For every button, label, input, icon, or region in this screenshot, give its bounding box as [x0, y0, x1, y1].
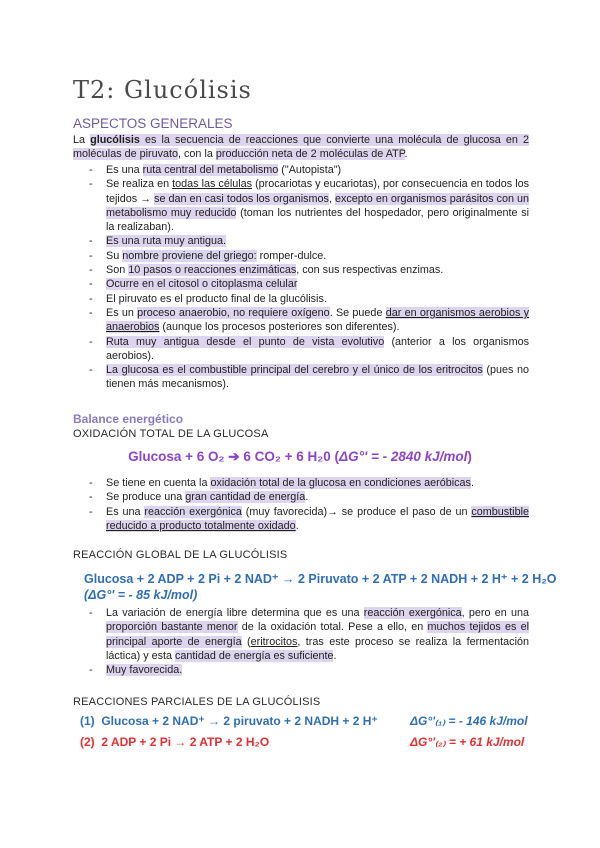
list-item: - Su nombre proviene del griego: romper-dulce. — [73, 249, 529, 263]
list-item: - Se realiza en todas las células (procariotas y eucariotas), por consecuencia en todos los tejidos → se dan en casi todos los organismos, excepto en organismos parásitos con un metabolismo muy reducido (toman los nutrientes del hospedador, pero originalmente si la realizaban). — [73, 177, 529, 234]
heading-parciales: REACCIONES PARCIALES DE LA GLUCÓLISIS — [73, 696, 321, 708]
partial-reaction-1: (1) Glucosa + 2 NAD⁺ → 2 piruvato + 2 NADH + 2 H⁺ ΔG°'₍₁₎ = - 146 kJ/mol — [80, 714, 528, 728]
list-item: - El piruvato es el producto final de la glucólisis. — [73, 292, 529, 306]
list-item: - Ocurre en el citosol o citoplasma celular — [73, 277, 529, 291]
list-item: - La variación de energía libre determina que es una reacción exergónica, pero en una proporción bastante menor de la oxidación total. Pese a ello, en muchos tejidos es el principal aporte de energía (eritrocitos, tras este proceso se realiza la fermentación láctica) y esta cantidad de energía es suficiente. — [73, 606, 529, 663]
equation-oxidation: Glucosa + 6 O₂ ➔ 6 CO₂ + 6 H₂0 (ΔG°' = - 2840 kJ/mol) — [128, 449, 472, 464]
list-item: - Son 10 pasos o reacciones enzimáticas, con sus respectivas enzimas. — [73, 263, 529, 277]
page-title: T2: Glucólisis — [73, 76, 252, 104]
list-item: - Es una reacción exergónica (muy favorecida)→ se produce el paso de un combustible reducido a producto totalmente oxidado. — [73, 505, 529, 534]
subheading-balance: Balance energético — [73, 412, 184, 426]
heading-global: REACCIÓN GLOBAL DE LA GLUCÓLISIS — [73, 549, 288, 561]
global-list — [73, 606, 529, 677]
list-item: - Se tiene en cuenta la oxidación total de la glucosa en condiciones aeróbicas. — [73, 476, 529, 490]
list-item: - Se produce una gran cantidad de energía. — [73, 490, 529, 504]
list-item: - Es una ruta central del metabolismo ("Autopista") — [73, 163, 529, 177]
list-item: - Muy favorecida. — [73, 663, 529, 677]
intro-paragraph: La glucólisis es la secuencia de reacciones que convierte una molécula de glucosa en 2 moléculas de piruvato, con la producción neta de 2 moléculas de ATP. — [73, 134, 529, 161]
equation-global: Glucosa + 2 ADP + 2 Pi + 2 NAD⁺ → 2 Piruvato + 2 ATP + 2 NADH + 2 H⁺ + 2 H₂O (ΔG°' = - 85 kJ/mol) — [84, 572, 557, 602]
heading-oxidacion: OXIDACIÓN TOTAL DE LA GLUCOSA — [73, 428, 269, 440]
list-item: - Es una ruta muy antigua. — [73, 234, 529, 248]
list-item: - La glucosa es el combustible principal del cerebro y el único de los eritrocitos (pues no tienen más mecanismos). — [73, 363, 529, 392]
oxidation-list — [73, 476, 529, 533]
aspectos-list — [73, 163, 529, 392]
section-heading-aspectos: ASPECTOS GENERALES — [73, 116, 233, 131]
list-item: - Es un proceso anaerobio, no requiere oxígeno. Se puede dar en organismos aerobios y anaerobios (aunque los procesos posteriores son diferentes). — [73, 306, 529, 335]
partial-reaction-2: (2) 2 ADP + 2 Pi → 2 ATP + 2 H₂O ΔG°'₍₂₎ = + 61 kJ/mol — [80, 735, 525, 749]
list-item: - Ruta muy antigua desde el punto de vista evolutivo (anterior a los organismos aerobios). — [73, 335, 529, 364]
